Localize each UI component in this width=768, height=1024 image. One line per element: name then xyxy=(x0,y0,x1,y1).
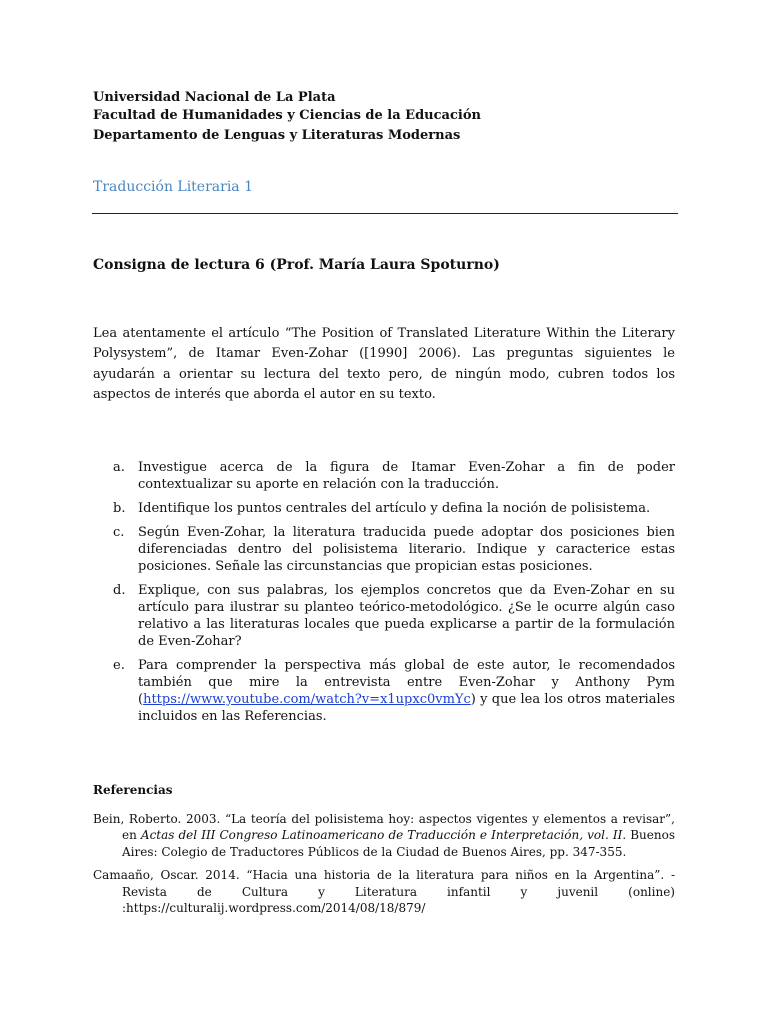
question-letter: d. xyxy=(113,583,126,598)
intro-paragraph: Lea atentamente el artículo “The Position of Translated Literature Within the Literary Polysystem”, de Itamar Even-Zohar ([1990] 2006). Las preguntas siguientes le ayudarán a orientar su lectura del texto pero, de ningún modo, cubren todos los aspectos de interés que aborda el autor en su texto. xyxy=(93,326,675,402)
question-letter: b. xyxy=(113,501,126,516)
assignment-title: Consigna de lectura 6 (Prof. María Laura Spoturno) xyxy=(93,257,500,273)
institution-block xyxy=(93,89,677,145)
question-text: Explique, con sus palabras, los ejemplos concretos que da Even-Zohar en su artículo para ilustrar su planteo teórico-metodológico. ¿Se le ocurre algún caso relativo a las literaturas locales que pueda explicarse a partir de la formulación de Even-Zohar? xyxy=(138,583,675,649)
reference-entry xyxy=(93,811,675,860)
reference-text-end: . Buenos Aires: Colegio de Traductores Públicos de la Ciudad de Buenos Aires, pp. 347-355. xyxy=(122,828,675,859)
header-divider xyxy=(92,213,678,214)
reference-entry xyxy=(93,867,675,916)
reference-text: Camaaño, Oscar. 2014. “Hacia una historia de la literatura para niños en la Argentina”. - Revista de Cultura y Literatura infantil y juvenil (online) :https://culturalij.wordpress.com/2014/08/18/879/ xyxy=(93,868,675,916)
question-letter: a. xyxy=(113,460,125,475)
course-title: Traducción Literaria 1 xyxy=(93,179,254,195)
department-name: Departamento de Lenguas y Literaturas Modernas xyxy=(93,128,461,143)
references-heading: Referencias xyxy=(93,783,173,797)
references-list xyxy=(93,811,675,923)
question-text-after-link: ) y que lea los otros materiales incluidos en las Referencias. xyxy=(138,692,675,724)
question-text: Identifique los puntos centrales del artículo y defina la noción de polisistema. xyxy=(138,501,651,516)
faculty-name: Facultad de Humanidades y Ciencias de la Educación xyxy=(93,108,481,123)
document-header xyxy=(93,89,677,197)
question-item xyxy=(93,500,675,517)
university-name: Universidad Nacional de La Plata xyxy=(93,90,336,105)
question-item xyxy=(93,524,675,575)
reference-italic-title: Actas del III Congreso Latinoamericano de Traducción e Interpretación, vol. II xyxy=(140,828,623,843)
youtube-interview-link[interactable]: https://www.youtube.com/watch?v=x1upxc0vmYc xyxy=(143,692,471,707)
question-text-before-link: Para comprender la perspectiva más global de este autor, le recomendados también que mire la entrevista entre Even-Zohar y Anthony Pym ( xyxy=(138,658,675,707)
question-item xyxy=(93,582,675,650)
question-letter: c. xyxy=(113,525,125,540)
question-item xyxy=(93,657,675,725)
question-text: Investigue acerca de la figura de Itamar Even-Zohar a fin de poder contextualizar su aporte en relación con la traducción. xyxy=(138,460,675,492)
reference-text: Bein, Roberto. 2003. “La teoría del polisistema hoy: aspectos vigentes y elementos a revisar”, en xyxy=(93,812,675,843)
question-item xyxy=(93,459,675,493)
question-text: Según Even-Zohar, la literatura traducida puede adoptar dos posiciones bien diferenciadas dentro del polisistema literario. Indique y caracterice estas posiciones. Señale las circunstancias que propician estas posiciones. xyxy=(138,525,675,574)
question-letter: e. xyxy=(113,658,125,673)
question-list xyxy=(93,459,675,732)
